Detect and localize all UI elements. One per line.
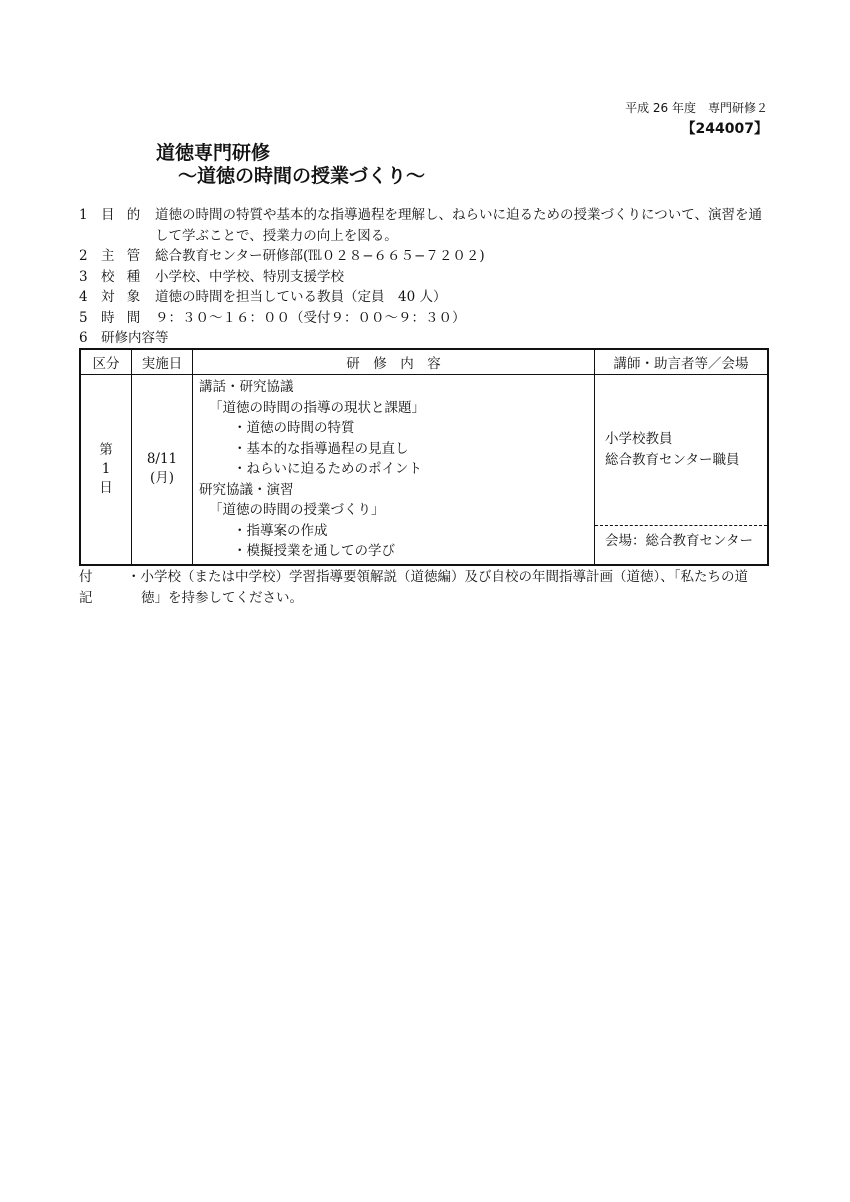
division-char: 1	[101, 460, 111, 477]
page-subtitle: 〜道徳の時間の授業づくり〜	[178, 165, 426, 187]
item-contents	[79, 328, 779, 349]
table-row	[80, 375, 768, 565]
content-cell	[193, 375, 595, 565]
date-cell	[132, 375, 193, 565]
item-label: 対 象	[101, 289, 145, 305]
item-text: 総合教育センター研修部(℡０２８−６６５−７２０２)	[155, 248, 485, 264]
item-time	[79, 308, 779, 329]
weekday-value: (月)	[149, 470, 175, 487]
item-number: 6	[79, 330, 88, 346]
item-text: 道徳の時間を担当している教員（定員 40 人）	[155, 289, 447, 305]
content-line: 「道徳の時間の指導の現状と課題」	[209, 399, 425, 416]
instructor-list	[595, 375, 767, 525]
content-line: ・ねらいに迫るためのポイント	[233, 461, 422, 477]
item-target	[79, 287, 779, 308]
item-organizer	[79, 246, 779, 267]
item-purpose	[79, 205, 779, 226]
item-text: ９：３０〜１６：００（受付９：００〜９：３０）	[155, 309, 466, 326]
item-number: 1	[79, 207, 88, 223]
instructor: 小学校教員	[605, 431, 673, 447]
item-text-continued: して学ぶことで、授業力の向上を図る。	[155, 227, 398, 244]
item-school-type	[79, 267, 779, 288]
note-section	[79, 567, 779, 608]
note-line: ・小学校（または中学校）学習指導要領解説（道徳編）及び自校の年間指導計画（道徳）、「私たちの道	[127, 569, 748, 585]
content-line: 研究協議・演習	[199, 481, 294, 498]
division-cell	[80, 375, 132, 565]
content-line: ・指導案の作成	[233, 522, 328, 539]
schedule-table	[79, 348, 769, 566]
date-value: 8/11	[146, 451, 178, 468]
note-line: 徳」を持参してください。	[141, 589, 303, 606]
content-line: 講話・研究協議	[199, 379, 294, 395]
content-line: ・模擬授業を通しての学び	[233, 543, 395, 559]
item-label: 時 間	[101, 309, 145, 326]
content-line: ・基本的な指導過程の見直し	[233, 440, 409, 457]
item-label: 目 的	[101, 207, 145, 223]
item-label: 校 種	[101, 268, 145, 285]
page-title: 道徳専門研修	[156, 142, 271, 164]
header-content: 研 修 内 容	[193, 349, 595, 375]
division-char: 第	[99, 441, 113, 458]
note-label: 付記	[79, 569, 105, 606]
item-number: 5	[79, 309, 88, 326]
course-code: 【244007】	[681, 121, 768, 137]
instructors-cell	[595, 375, 769, 565]
content-line: 「道徳の時間の授業づくり」	[209, 502, 385, 518]
item-label: 研修内容等	[101, 330, 169, 346]
header-division: 区分	[80, 349, 132, 375]
division-char: 日	[99, 479, 113, 496]
content-line: ・道徳の時間の特質	[233, 420, 355, 436]
item-text: 小学校、中学校、特別支援学校	[155, 268, 344, 285]
header-instructors: 講師・助言者等／会場	[595, 349, 769, 375]
table-header-row	[80, 349, 768, 375]
item-number: 2	[79, 248, 88, 264]
item-text: 道徳の時間の特質や基本的な指導過程を理解し、ねらいに迫るための授業づくりについて、演習を通	[155, 207, 762, 223]
header-year-label: 平成 26 年度 専門研修２	[625, 101, 768, 115]
header-date: 実施日	[132, 349, 193, 375]
instructor: 総合教育センター職員	[605, 452, 740, 468]
outline-list	[79, 205, 779, 349]
venue: 会場：総合教育センター	[595, 525, 767, 556]
item-label: 主 管	[101, 248, 145, 264]
item-number: 3	[79, 268, 88, 285]
item-number: 4	[79, 289, 88, 305]
